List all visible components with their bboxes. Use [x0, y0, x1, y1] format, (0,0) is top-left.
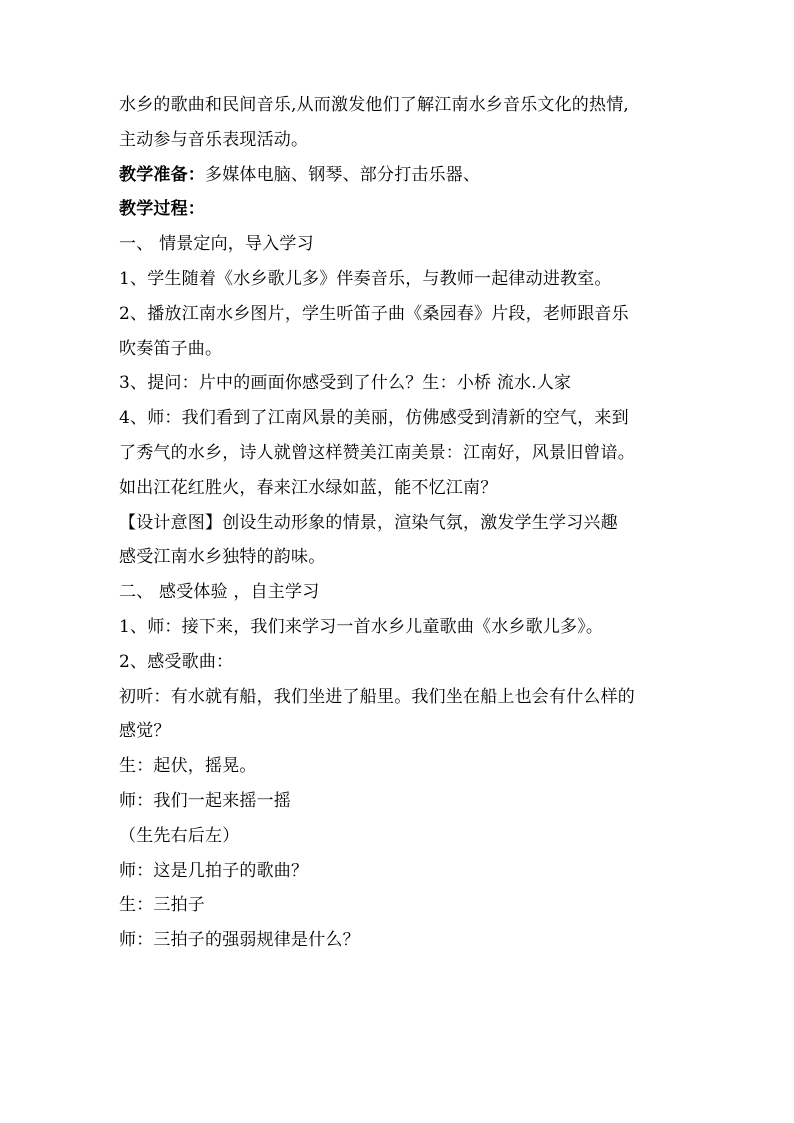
dialog-line: 生：三拍子	[119, 895, 205, 916]
step-item-continued: 如出江花红胜火，春来江水绿如蓝，能不忆江南？	[119, 477, 498, 498]
step-item-continued: 吹奏笛子曲。	[119, 338, 223, 359]
intro-line: 水乡的歌曲和民间音乐,从而激发他们了解江南水乡音乐文化的热情,	[119, 95, 630, 115]
step-item: 2、播放江南水乡图片，学生听笛子曲《桑园春》片段，老师跟音乐	[119, 303, 629, 324]
dialog-line: 师：我们一起来摇一摇	[119, 790, 291, 811]
step-item: 4、师：我们看到了江南风景的美丽，仿佛感受到清新的空气，来到	[119, 408, 629, 429]
dialog-line: 生：起伏，摇晃。	[119, 756, 257, 777]
step-item-continued: 了秀气的水乡，诗人就曾这样赞美江南美景：江南好，风景旧曾谙。	[119, 442, 635, 463]
teaching-prep-text: 多媒体电脑、钢琴、部分打击乐器、	[205, 164, 481, 185]
first-listen: 初听：有水就有船，我们坐进了船里。我们坐在船上也会有什么样的	[119, 686, 635, 707]
dialog-line: 师：这是几拍子的歌曲？	[119, 860, 309, 881]
first-listen-continued: 感觉？	[119, 721, 171, 742]
teaching-prep-label: 教学准备：	[119, 164, 205, 185]
step-item: 2、感受歌曲：	[119, 651, 234, 672]
intro-line: 主动参与音乐表现活动。	[119, 129, 309, 150]
step-item: 3、提问：片中的画面你感受到了什么？生：小桥 流水.人家	[119, 373, 572, 394]
design-intent: 【设计意图】创设生动形象的情景，渲染气氛，激发学生学习兴趣	[119, 512, 618, 533]
dialog-line: （生先右后左）	[119, 825, 240, 846]
teaching-prep-line	[119, 158, 679, 193]
section-heading: 一、 情景定向，导入学习	[119, 234, 314, 255]
step-item: 1、师：接下来，我们来学习一首水乡儿童歌曲《水乡歌儿多》。	[119, 616, 604, 637]
step-item: 1、学生随着《水乡歌儿多》伴奏音乐，与教师一起律动进教室。	[119, 268, 612, 289]
document-body	[119, 88, 679, 958]
teaching-process-heading: 教学过程：	[119, 199, 205, 220]
section-heading: 二、 感受体验 ，自主学习	[119, 582, 320, 603]
design-intent-continued: 感受江南水乡独特的韵味。	[119, 547, 326, 568]
dialog-line: 师：三拍子的强弱规律是什么？	[119, 930, 360, 951]
